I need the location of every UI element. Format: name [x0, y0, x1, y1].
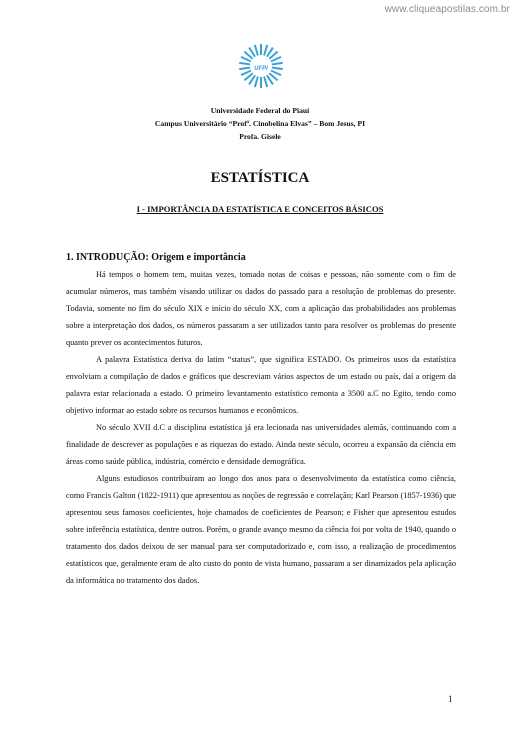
logo-ray [263, 45, 268, 56]
paragraph: Há tempos o homem tem, muitas vezes, tomado notas de coisas e pessoas, não somente com o fim de acumular números, mas também visando utilizar os dados do passado para a resolução de problemas do presente. Todavia, somente no fim do século XIX e início do século XX, com a aplicação das probabilidades aos problemas sobre a interpretação dos dados, os números passaram a ser utilizados tanto para resolver os problemas do presente quanto prever os acontecimentos futuros. [66, 270, 456, 347]
watermark-url: www.cliqueapostilas.com.br [384, 4, 510, 15]
document-header [0, 104, 520, 143]
logo-ray [254, 76, 259, 87]
page-title: ESTATÍSTICA [210, 170, 310, 186]
paragraph: A palavra Estatística deriva do latim “status”, que significa ESTADO. Os primeiros usos da estatística envolviam a compilação de dados e gráficos que descreviam vários aspectos de um estado ou país, daí a origem da palavra estar relacionada a estado. O primeiro levantamento estatístico remonta a 3500 a.C no Egito, tendo como objetivo informar ao estado sobre os recursos humanos e econômicos. [66, 355, 456, 415]
paragraph: Alguns estudiosos contribuíram ao longo dos anos para o desenvolvimento da estatística como ciência, como Francis Galton (1822-1911) que apresentou as noções de regressão e correlação; Karl Pearson (1857-1936) que apresentou seus famosos coeficientes, hoje chamados de coeficientes de Pearson; e Fisher que apresentou estudos sobre inferência estatística, dentre outros. Porém, o grande avanço mesmo da ciência foi por volta de 1940, quando o tratamento dos dados deixou de ser manual para ser computadorizado e, com isso, a realização de procedimentos estatísticos que, geralmente eram de alto custo do ponto de vista humano, passaram a ser dinamizados pela aplicação da informática no tratamento dos dados. [66, 474, 456, 585]
logo-text: UFPI [254, 66, 268, 72]
logo-ray [260, 77, 262, 88]
logo-ray [272, 67, 283, 71]
logo-ray [254, 45, 259, 56]
logo-ray [263, 76, 268, 87]
section-body [66, 266, 456, 589]
ufpi-sunburst-logo-icon [236, 38, 286, 100]
campus-name: Campus Universitário “Profª. Cinobelina Elvas” – Bom Jesus, PI [154, 119, 366, 128]
university-name: Universidade Federal do Piauí [210, 106, 310, 115]
section-heading: 1. INTRODUÇÃO: Origem e importância [66, 252, 246, 263]
paragraph: No século XVII d.C a disciplina estatística já era lecionada nas universidades alemãs, continuando com a finalidade de descrever as populações e as riquezas do estado. Ainda neste século, ocorreu a expansão da ciência em áreas como saúde pública, indústria, comércio e densidade demográfica. [66, 423, 456, 466]
ufpi-logo [236, 38, 286, 100]
logo-ray [272, 62, 283, 66]
logo-ray [239, 62, 250, 66]
page-subtitle: I - IMPORTÂNCIA DA ESTATÍSTICA E CONCEITOS BÁSICOS [136, 204, 384, 214]
logo-ray [239, 67, 250, 71]
page-number: 1 [448, 694, 453, 704]
professor-name: Profa. Gisele [239, 132, 281, 141]
logo-ray [260, 44, 262, 55]
